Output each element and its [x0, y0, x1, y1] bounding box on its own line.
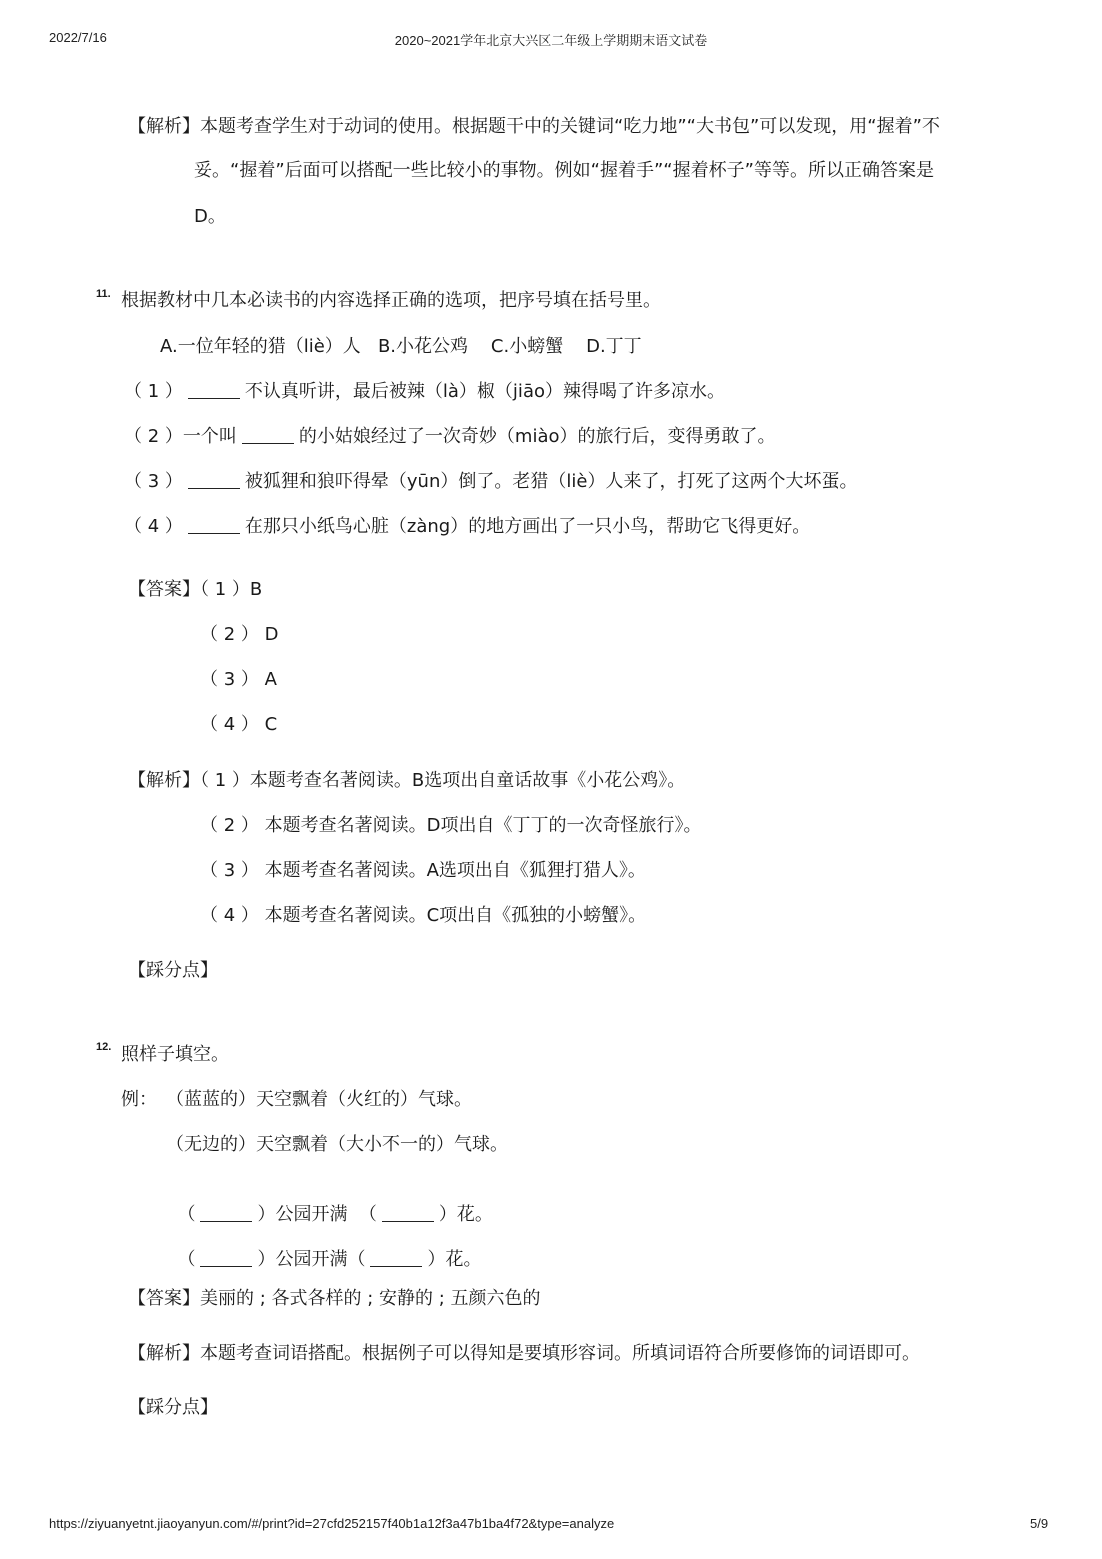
question-item: [124, 470, 857, 494]
example-row: （无边的）天空飘着（大小不一的）气球。: [166, 1134, 508, 1155]
question-item: [124, 425, 775, 449]
answer-block: [128, 1287, 541, 1311]
page-url: https://ziyuanyetnt.jiaoyanyun.com/#/print?id=27cfd252157f40b1a12f3a47b1ba4f72&type=analyze: [49, 1516, 615, 1531]
answer-blank[interactable]: [242, 427, 294, 444]
answer-line: （ 1 ）B: [200, 579, 263, 600]
answer-line: （ 3 ） A: [200, 669, 277, 690]
analysis-block: [128, 769, 685, 793]
analysis-text: 本题考查词语搭配。根据例子可以得知是要填形容词。所填词语符合所要修饰的词语即可。: [200, 1343, 920, 1364]
answer-blank[interactable]: [188, 517, 240, 534]
answer-line: （ 2 ） D: [200, 624, 279, 645]
q10-analysis-line: D。: [194, 206, 226, 227]
answer-blank[interactable]: [370, 1250, 422, 1267]
analysis-label: 【解析】: [128, 770, 200, 791]
analysis-label: 【解析】: [128, 116, 200, 137]
question-number: 12.: [96, 1041, 112, 1053]
item-text: 不认真听讲，最后被辣（là）椒（jiāo）辣得喝了许多凉水。: [244, 381, 725, 402]
question-number: 11.: [96, 288, 111, 300]
paren: （: [177, 1204, 196, 1225]
item-number: （ 1 ）: [124, 381, 183, 402]
answer-blank[interactable]: [200, 1250, 252, 1267]
fill-text: ）花。: [427, 1249, 482, 1270]
question-item: [124, 515, 810, 539]
item-text: 被狐狸和狼吓得晕（yūn）倒了。老猎（liè）人来了，打死了这两个大坏蛋。: [244, 471, 858, 492]
item-number: （ 2 ）: [124, 426, 183, 447]
answer-blank[interactable]: [382, 1205, 434, 1222]
answer-blank[interactable]: [188, 382, 240, 399]
item-number: （ 4 ）: [124, 516, 183, 537]
analysis-text: 本题考查学生对于动词的使用。根据题干中的关键词“吃力地”“大书包”可以发现，用“握着”不: [200, 116, 940, 137]
fill-text: ）公园开满 （: [257, 1204, 377, 1225]
fill-row: [166, 1179, 493, 1227]
answer-blank[interactable]: [188, 472, 240, 489]
fill-row: [166, 1224, 481, 1272]
q10-analysis-line: 妥。“握着”后面可以搭配一些比较小的事物。例如“握着手”“握着杯子”等等。所以正确答案是: [194, 160, 934, 181]
question-options: A.一位年轻的猎（liè）人 B.小花公鸡 C.小螃蟹 D.丁丁: [160, 336, 642, 357]
fill-text: ）花。: [438, 1204, 493, 1225]
q10-analysis: [128, 115, 940, 139]
answer-line: （ 4 ） C: [200, 714, 278, 735]
answer-blank[interactable]: [200, 1205, 252, 1222]
analysis-label: 【解析】: [128, 1343, 200, 1364]
question-stem: 照样子填空。: [121, 1044, 229, 1065]
example-row: [121, 1088, 472, 1112]
scoring-points-label: 【踩分点】: [128, 960, 218, 981]
fill-text: ）公园开满（: [257, 1249, 366, 1270]
page-number: 5/9: [1030, 1516, 1049, 1531]
answer-label: 【答案】: [128, 579, 200, 600]
example-label: 例：: [121, 1089, 157, 1110]
question-stem: 根据教材中几本必读书的内容选择正确的选项，把序号填在括号里。: [121, 290, 661, 311]
analysis-line: （ 4 ） 本题考查名著阅读。C项出自《孤独的小螃蟹》。: [200, 905, 647, 926]
item-prefix: 一个叫: [182, 426, 237, 447]
print-date: 2022/7/16: [49, 30, 107, 45]
scoring-points-label: 【踩分点】: [128, 1397, 218, 1418]
answer-text: 美丽的 ; 各式各样的 ; 安静的 ; 五颜六色的: [200, 1288, 541, 1309]
item-text: 的小姑娘经过了一次奇妙（miào）的旅行后，变得勇敢了。: [298, 426, 776, 447]
item-number: （ 3 ）: [124, 471, 183, 492]
paren: （: [177, 1249, 196, 1270]
document-title: 2020~2021学年北京大兴区二年级上学期期末语文试卷: [394, 33, 708, 48]
analysis-line: （ 2 ） 本题考查名著阅读。D项出自《丁丁的一次奇怪旅行》。: [200, 815, 702, 836]
analysis-block: [128, 1342, 920, 1366]
answer-label: 【答案】: [128, 1288, 200, 1309]
analysis-line: （ 3 ） 本题考查名著阅读。A选项出自《狐狸打猎人》。: [200, 860, 646, 881]
item-text: 在那只小纸鸟心脏（zàng）的地方画出了一只小鸟，帮助它飞得更好。: [244, 516, 811, 537]
example-text: （蓝蓝的）天空飘着（火红的）气球。: [166, 1089, 472, 1110]
question-item: [124, 380, 725, 404]
analysis-line: （ 1 ）本题考查名著阅读。B选项出自童话故事《小花公鸡》。: [200, 770, 686, 791]
answer-block: [128, 578, 262, 602]
